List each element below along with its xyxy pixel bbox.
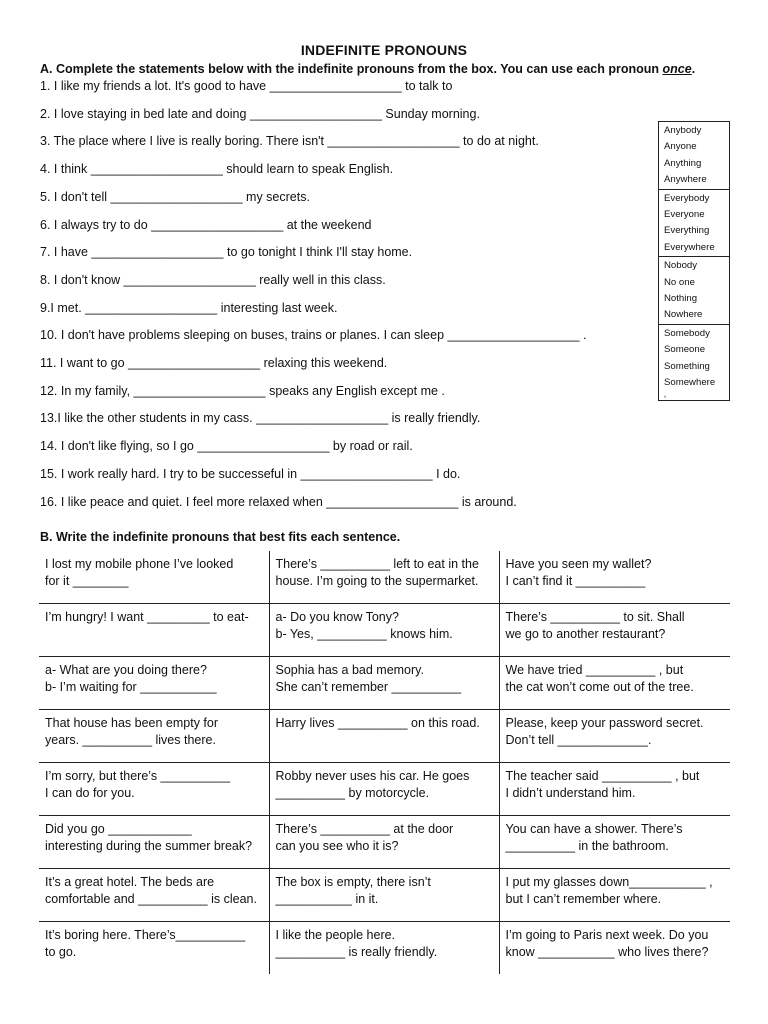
question-item: 2. I love staying in bed late and doing ___________________ Sunday morning.	[40, 106, 480, 121]
cell-line: It’s boring here. There’s__________	[45, 928, 246, 942]
section-a-heading-text: A. Complete the statements below with the indefinite pronouns from the box. You can use each pronoun	[40, 62, 663, 76]
word-item: Somebody	[664, 327, 710, 339]
section-b-table	[39, 551, 730, 974]
cell-line: I didn’t understand him.	[505, 786, 636, 800]
cell-line: __________ is really friendly.	[275, 945, 438, 959]
cell-line: a- What are you doing there?	[45, 663, 207, 677]
table-cell	[39, 763, 269, 816]
cell-line: Did you go ____________	[45, 822, 192, 836]
question-item: 15. I work really hard. I try to be successeful in ___________________ I do.	[40, 466, 461, 481]
word-group	[659, 190, 729, 258]
section-a-heading-emphasis: once	[662, 62, 692, 76]
cell-line: know ___________ who lives there?	[505, 945, 709, 959]
table-cell	[39, 710, 269, 763]
word-item: Anywhere	[664, 174, 707, 186]
table-cell	[499, 657, 730, 710]
cell-line: can you see who it is?	[275, 839, 399, 853]
word-item: Everything	[664, 225, 710, 237]
word-item: Everyone	[664, 209, 705, 221]
word-group	[659, 122, 729, 190]
pronoun-word-box	[658, 121, 730, 405]
question-item: 5. I don't tell ___________________ my secrets.	[40, 189, 310, 204]
cell-line: Robby never uses his car. He goes	[275, 769, 470, 783]
cell-line: the cat won’t come out of the tree.	[505, 680, 694, 694]
word-item: Anything	[664, 157, 702, 169]
word-item: Someone	[664, 344, 706, 356]
table-cell	[499, 816, 730, 869]
cell-line: interesting during the summer break?	[45, 839, 253, 853]
table-cell	[499, 604, 730, 657]
table-cell	[39, 551, 269, 604]
cell-line: We have tried __________ , but	[505, 663, 684, 677]
cell-line: Sophia has a bad memory.	[275, 663, 424, 677]
table-cell	[499, 922, 730, 975]
cell-line: Don’t tell _____________.	[505, 733, 652, 747]
word-item: Something	[664, 360, 710, 372]
cell-line: I lost my mobile phone I’ve looked	[45, 557, 234, 571]
question-item: 3. The place where I live is really boring. There isn't ___________________ to do at night.	[40, 134, 539, 149]
cell-line: I’m going to Paris next week. Do you	[505, 928, 709, 942]
word-item: Nothing	[664, 293, 698, 305]
table-row	[39, 922, 730, 975]
table-cell	[39, 604, 269, 657]
cell-line: for it ________	[45, 574, 129, 588]
cell-line: I’m hungry! I want _________ to eat-	[45, 610, 249, 624]
table-cell	[499, 763, 730, 816]
table-row	[39, 816, 730, 869]
question-item: 9.I met. ___________________ interesting last week.	[40, 300, 338, 315]
question-item: 6. I always try to do ___________________ at the weekend	[40, 217, 372, 232]
word-item: Anybody	[664, 125, 702, 136]
table-cell	[39, 657, 269, 710]
table-row	[39, 657, 730, 710]
table-row	[39, 763, 730, 816]
question-item: 12. In my family, ___________________ speaks any English except me .	[40, 383, 445, 398]
table-cell	[499, 869, 730, 922]
word-item: Everywhere	[664, 241, 715, 253]
cell-line: Please, keep your password secret.	[505, 716, 704, 730]
cell-line: I’m sorry, but there’s __________	[45, 769, 231, 783]
cell-line: we go to another restaurant?	[505, 627, 666, 641]
cell-line: The box is empty, there isn’t	[275, 875, 431, 889]
table-cell	[269, 869, 499, 922]
word-item: Nowhere	[664, 309, 703, 321]
cell-line: house. I’m going to the supermarket.	[275, 574, 479, 588]
section-a-heading-end: .	[691, 62, 696, 76]
page-title: INDEFINITE PRONOUNS	[300, 42, 468, 58]
table-row	[39, 604, 730, 657]
word-item: Anyone	[664, 141, 697, 153]
cell-line: I can’t find it __________	[505, 574, 646, 588]
cell-line: There’s __________ at the door	[275, 822, 454, 836]
table-cell	[269, 922, 499, 975]
section-a-heading	[40, 62, 695, 76]
table-row	[39, 551, 730, 604]
question-item: 4. I think ___________________ should learn to speak English.	[40, 162, 394, 177]
word-item: No one	[664, 276, 695, 288]
cell-line: I put my glasses down___________ ,	[505, 875, 713, 889]
cell-line: It’s a great hotel. The beds are	[45, 875, 215, 889]
question-item: 1. I like my friends a lot. It's good to have ___________________ to talk to	[40, 79, 453, 93]
cell-line: to go.	[45, 945, 77, 959]
cell-line: __________ in the bathroom.	[505, 839, 669, 853]
table-cell	[39, 922, 269, 975]
word-item: Everybody	[664, 192, 710, 204]
cell-line: but I can’t remember where.	[505, 892, 662, 906]
question-item: 16. I like peace and quiet. I feel more relaxed when ___________________ is around.	[40, 494, 517, 509]
table-cell	[269, 710, 499, 763]
cell-line: comfortable and __________ is clean.	[45, 892, 257, 906]
question-item: 7. I have ___________________ to go tonight I think I'll stay home.	[40, 245, 413, 260]
cell-line: The teacher said __________ , but	[505, 769, 700, 783]
table-cell	[269, 816, 499, 869]
word-group	[659, 257, 729, 325]
table-cell	[269, 604, 499, 657]
cell-line: That house has been empty for	[45, 716, 219, 730]
table-cell	[269, 551, 499, 604]
cell-line: Have you seen my wallet?	[505, 557, 652, 571]
cell-line: a- Do you know Tony?	[275, 610, 399, 624]
question-item: 14. I don't like flying, so I go ___________________ by road or rail.	[40, 439, 413, 454]
table-cell	[39, 869, 269, 922]
question-item: 10. I don't have problems sleeping on buses, trains or planes. I can sleep ___________________ .	[40, 328, 587, 343]
table-cell	[499, 551, 730, 604]
word-item: ‘	[664, 393, 667, 405]
section-b-heading: B. Write the indefinite pronouns that best fits each sentence.	[40, 530, 401, 544]
question-item: 11. I want to go ___________________ relaxing this weekend.	[40, 356, 388, 370]
question-item: 8. I don't know ___________________ really well in this class.	[40, 272, 386, 287]
cell-line: Harry lives __________ on this road.	[275, 716, 480, 730]
question-item: 13.I like the other students in my cass. ___________________ is really friendly.	[40, 411, 481, 426]
table-cell	[269, 763, 499, 816]
table-cell	[39, 816, 269, 869]
cell-line: __________ by motorcycle.	[275, 786, 430, 800]
word-item: Somewhere	[664, 377, 716, 389]
cell-line: She can’t remember __________	[275, 680, 462, 694]
cell-line: There’s __________ left to eat in the	[275, 557, 479, 571]
table-row	[39, 869, 730, 922]
table-cell	[499, 710, 730, 763]
cell-line: I like the people here.	[275, 928, 396, 942]
table-cell	[269, 657, 499, 710]
cell-line: I can do for you.	[45, 786, 135, 800]
cell-line: b- I’m waiting for ___________	[45, 680, 217, 694]
cell-line: years. __________ lives there.	[45, 733, 216, 747]
word-group	[659, 325, 729, 408]
cell-line: There’s __________ to sit. Shall	[505, 610, 685, 624]
table-row	[39, 710, 730, 763]
word-item: Nobody	[664, 260, 698, 272]
cell-line: b- Yes, __________ knows him.	[275, 627, 453, 641]
cell-line: You can have a shower. There’s	[505, 822, 683, 836]
cell-line: ___________ in it.	[275, 892, 379, 906]
